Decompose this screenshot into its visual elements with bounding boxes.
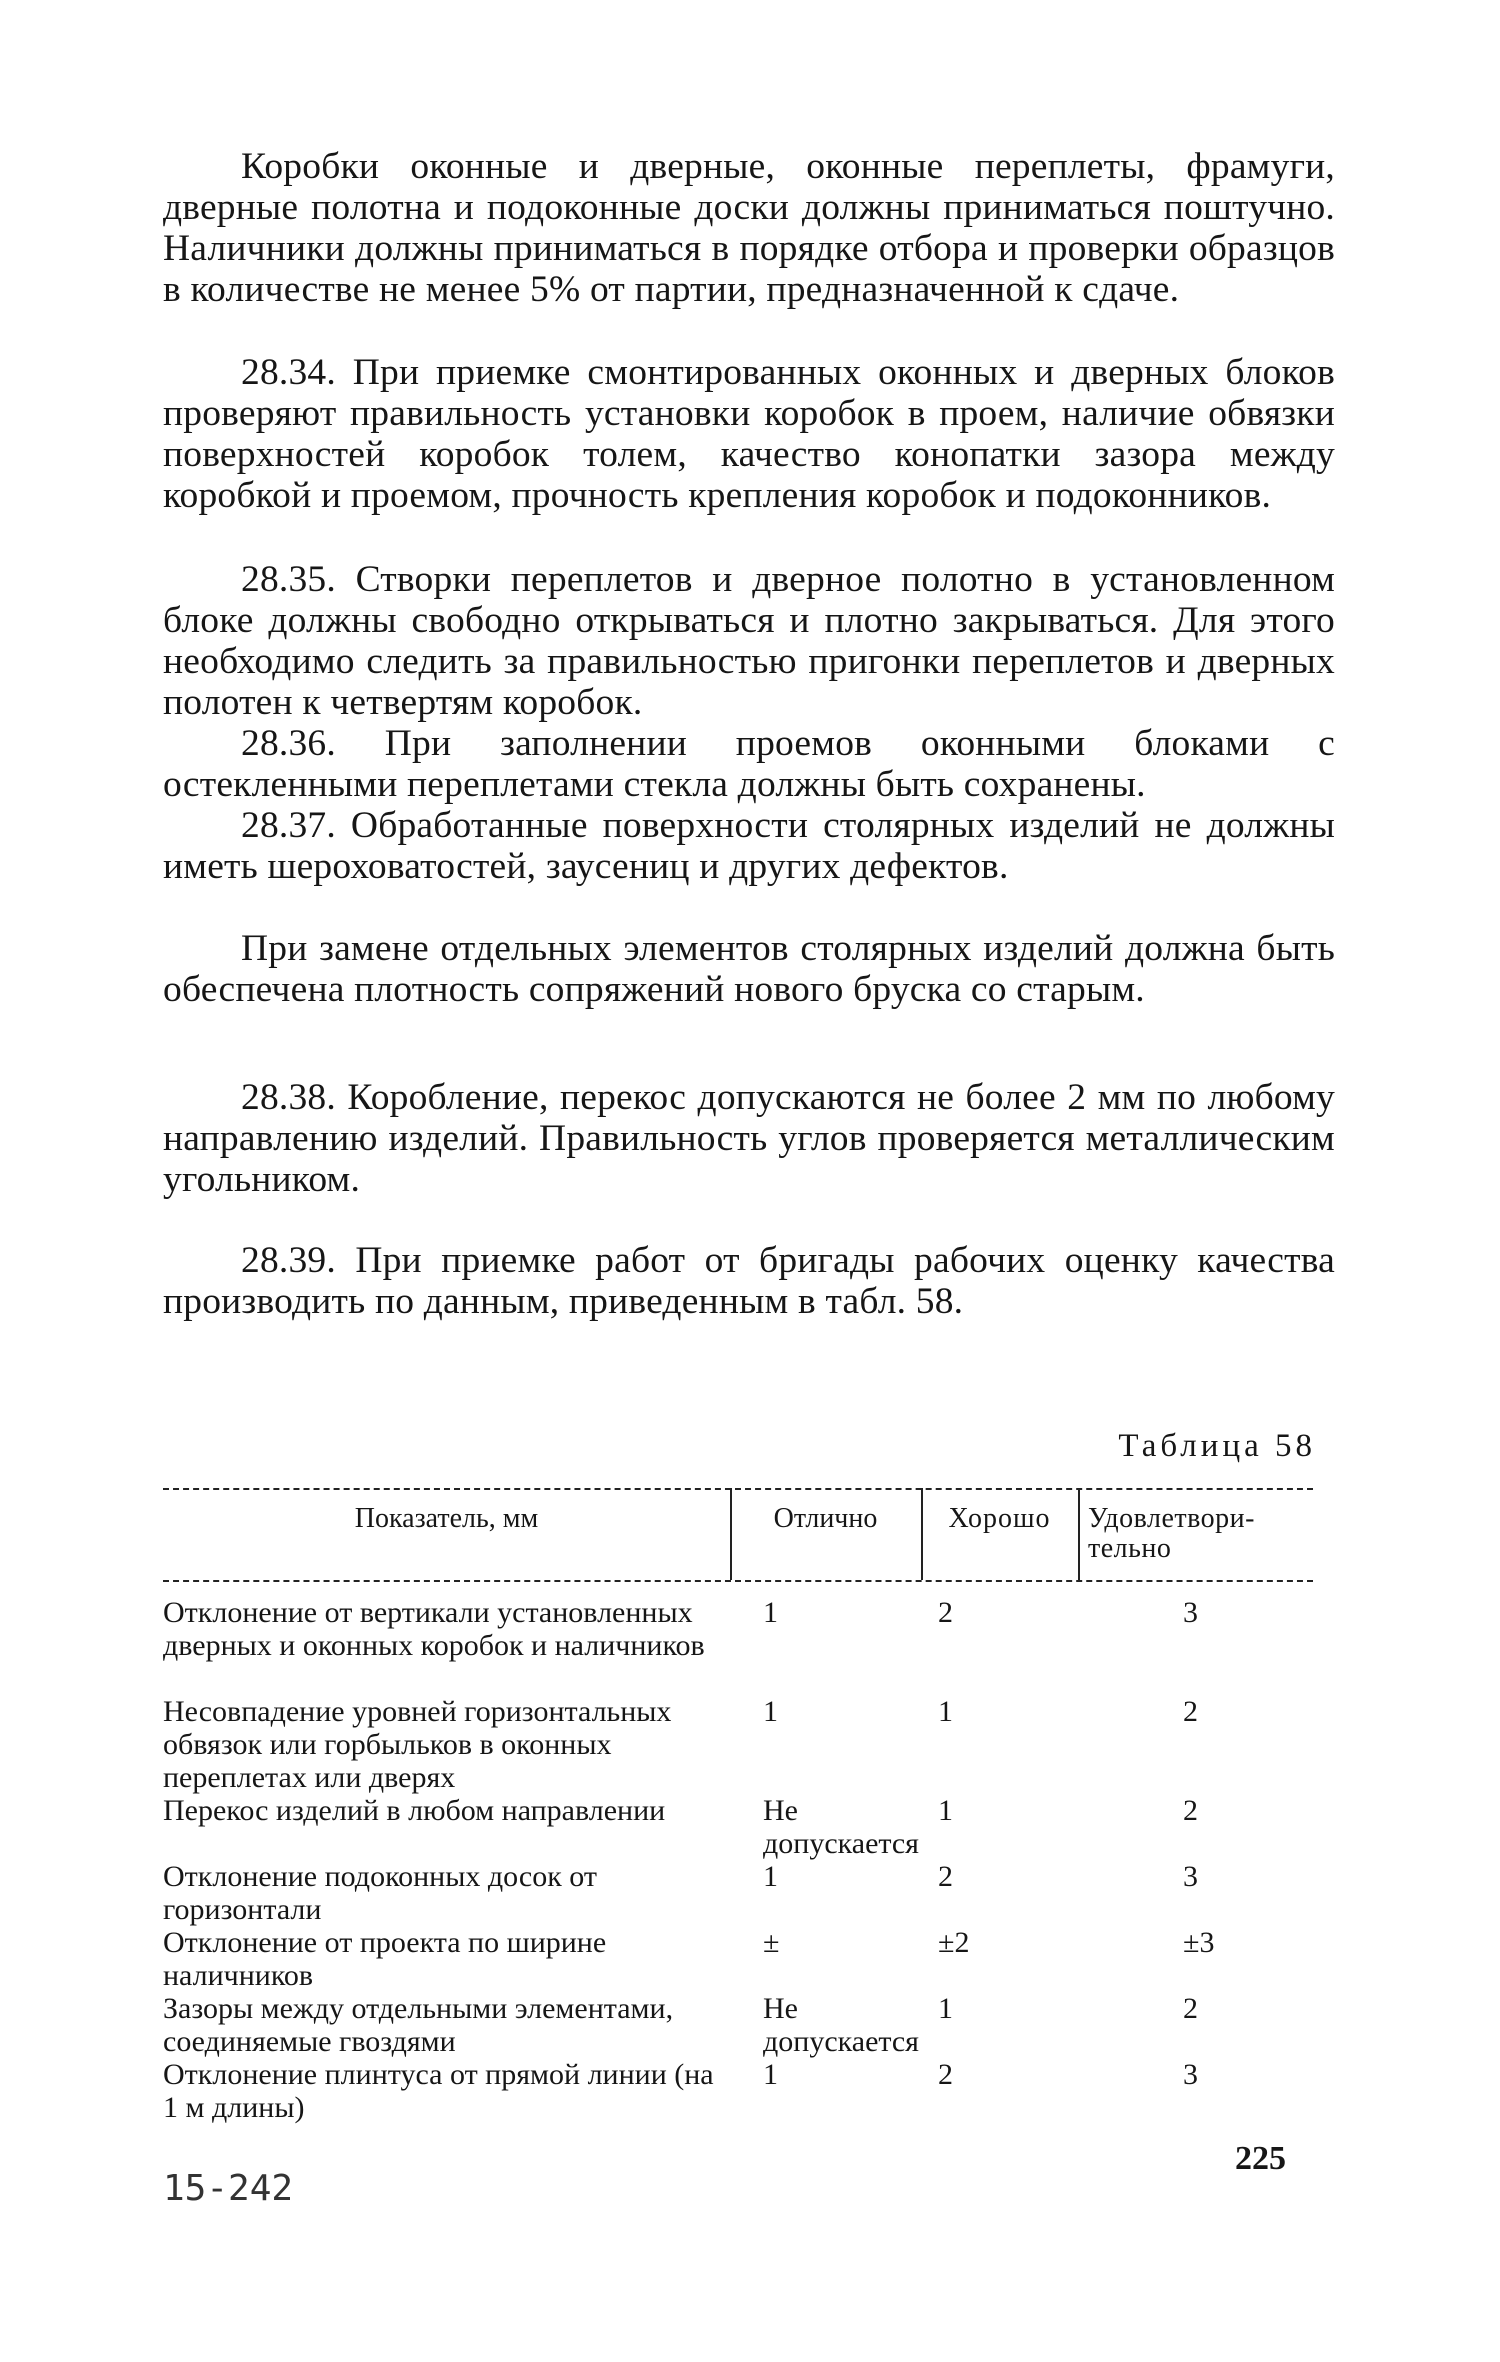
table-caption: Таблица 58	[1118, 1428, 1316, 1464]
row-good: 1	[938, 1695, 953, 1728]
row-satisfactory: 3	[1183, 1860, 1198, 1893]
row-good: 2	[938, 2058, 953, 2091]
row-excellent: ±	[763, 1926, 780, 1959]
row-excellent: 1	[763, 1860, 778, 1893]
row-satisfactory: 2	[1183, 1794, 1198, 1827]
row-indicator: Отклонение от проекта по ширине наличников	[163, 1926, 607, 1992]
paragraph-28-38: 28.38. Коробление, перекос допускаются не более 2 мм по любому направлению изделий. Правильность углов проверяется металлическим угольником.	[163, 1077, 1335, 1200]
row-indicator: Отклонение подоконных досок от горизонтали	[163, 1860, 598, 1926]
header-divider	[921, 1488, 923, 1580]
row-excellent: Не допускается	[763, 1794, 919, 1860]
paragraph-28-35: 28.35. Створки переплетов и дверное полотно в установленном блоке должны свободно открываться и плотно закрываться. Для этого необходимо следить за правильностью пригонки переплетов и дверных полотен к четвертям коробок.	[163, 559, 1335, 723]
row-good: 2	[938, 1860, 953, 1893]
header-satisfactory: Удовлетвори-тельно	[1088, 1503, 1255, 1564]
row-good: ±2	[938, 1926, 970, 1959]
row-good: 1	[938, 1992, 953, 2025]
row-good: 1	[938, 1794, 953, 1827]
header-divider	[730, 1488, 732, 1580]
table-header-rule	[163, 1580, 1313, 1582]
row-indicator: Отклонение плинтуса от прямой линии (на 1 м длины)	[163, 2058, 714, 2124]
paragraph-28-39: 28.39. При приемке работ от бригады рабочих оценку качества производить по данным, приведенным в табл. 58.	[163, 1240, 1335, 1322]
row-satisfactory: 3	[1183, 1596, 1198, 1629]
header-indicator: Показатель, мм	[354, 1503, 539, 1534]
row-excellent: 1	[763, 1596, 778, 1629]
table-top-rule	[163, 1488, 1313, 1490]
row-satisfactory: ±3	[1183, 1926, 1215, 1959]
page-number: 225	[1235, 2140, 1286, 2177]
row-excellent: 1	[763, 2058, 778, 2091]
row-excellent: 1	[763, 1695, 778, 1728]
row-indicator: Отклонение от вертикали установленных дверных и оконных коробок и наличников	[163, 1596, 705, 1662]
row-indicator: Зазоры между отдельными элементами, соединяемые гвоздями	[163, 1992, 674, 2058]
row-excellent: Не допускается	[763, 1992, 919, 2058]
row-satisfactory: 3	[1183, 2058, 1198, 2091]
row-satisfactory: 2	[1183, 1695, 1198, 1728]
paragraph-28-37: 28.37. Обработанные поверхности столярных изделий не должны иметь шероховатостей, заусениц и других дефектов.	[163, 805, 1335, 887]
paragraph-intro: Коробки оконные и дверные, оконные переплеты, фрамуги, дверные полотна и подоконные доски должны приниматься поштучно. Наличники должны приниматься в порядке отбора и проверки образцов в количестве не менее 5% от партии, предназначенной к сдаче.	[163, 146, 1335, 310]
paragraph-28-34: 28.34. При приемке смонтированных оконных и дверных блоков проверяют правильность установки коробок в проем, наличие обвязки поверхностей коробок толем, качество конопатки зазора между коробкой и проемом, прочность крепления коробок и подоконников.	[163, 352, 1335, 516]
header-divider	[1078, 1488, 1080, 1580]
row-indicator: Перекос изделий в любом направлении	[163, 1794, 666, 1827]
paragraph-replacement: При замене отдельных элементов столярных изделий должна быть обеспечена плотность сопряжений нового бруска со старым.	[163, 928, 1335, 1010]
header-excellent: Отлично	[773, 1503, 878, 1534]
header-good: Хорошо	[948, 1503, 1051, 1534]
row-good: 2	[938, 1596, 953, 1629]
row-indicator: Несовпадение уровней горизонтальных обвязок или горбыльков в оконных переплетах или дверях	[163, 1695, 672, 1794]
signature-mark: 15-242	[163, 2168, 294, 2209]
paragraph-28-36: 28.36. При заполнении проемов оконными блоками с остекленными переплетами стекла должны быть сохранены.	[163, 723, 1335, 805]
row-satisfactory: 2	[1183, 1992, 1198, 2025]
